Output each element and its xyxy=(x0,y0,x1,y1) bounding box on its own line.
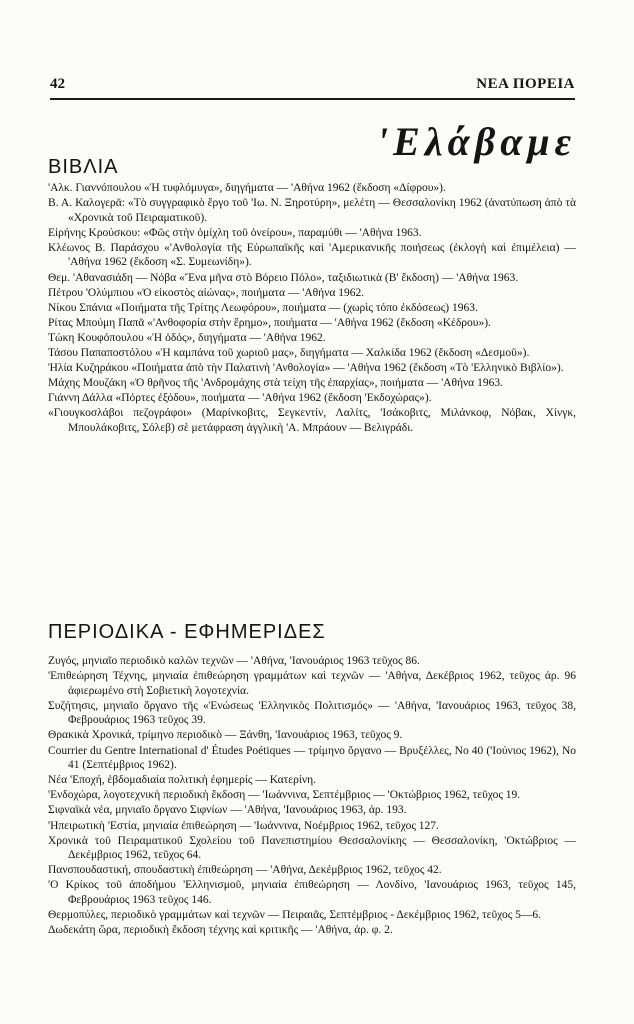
book-entry: «Γιουγκοσλάβοι πεζογράφοι» (Μαρίνκοβιτς, Σεγκεντίν, Λαλίτς, 'Ισάκοβιτς, Μιλάνκοφ, Νόβακ, Χίνγκ, Μπουλάκοβιτς, Σόλεβ) σὲ μετάφραση ἀγγλικὴ 'Α. Μπράουν — Βελιγράδι. xyxy=(48,407,576,434)
periodicals-heading: ΠΕΡΙΟΔΙΚΑ - ΕΦΗΜΕΡΙΔΕΣ xyxy=(48,621,326,643)
column-title: 'Ελάβαμε xyxy=(377,119,576,164)
page-number: 42 xyxy=(50,76,65,92)
books-heading: ΒΙΒΛΙΑ xyxy=(48,156,119,178)
periodical-entry: 'Ενδοχώρα, λογοτεχνικὴ περιοδικὴ ἔκδοση — 'Ιωάννινα, Σεπτέμβριος — 'Οκτώβριος 1962, τεῦχος 19. xyxy=(48,789,521,802)
book-entry: Πέτρου 'Ολύμπιου «Ὁ εἰκοστὸς αἰώνας», ποιήματα — 'Αθήνα 1962. xyxy=(48,286,365,299)
periodical-entry: Θερμοπύλες, περιοδικὸ γραμμάτων καὶ τεχνῶν — Πειραιᾶς, Σεπτέμβριος - Δεκέμβριος 1962, τεῦχος 5—6. xyxy=(48,909,542,922)
book-entry: Τάσου Παπαποστόλου «Ἡ καμπάνα τοῦ χωριοῦ μας», διηγήματα — Χαλκίδα 1962 (ἔκδοση «Δεσμοῦ»). xyxy=(48,347,530,360)
book-entry: Β. Α. Καλογερᾶ: «Τὸ συγγραφικὸ ἔργο τοῦ 'Ιω. Ν. Ξηροτύρη», μελέτη — Θεσσαλονίκη 1962 (ἀνατύπωση ἀπὸ τὰ «Χρονικὰ τοῦ Πειραματικοῦ). xyxy=(48,197,576,224)
periodical-entry: Θρακικὰ Χρονικά, τρίμηνο περιοδικὸ — Ξάνθη, 'Ιανουάριος 1963, τεῦχος 9. xyxy=(48,729,403,742)
periodical-entry: Ζυγός, μηνιαῖο περιοδικὸ καλῶν τεχνῶν — 'Αθήνα, 'Ιανουάριος 1963 τεῦχος 86. xyxy=(48,655,420,667)
periodical-entry: Χρονικὰ τοῦ Πειραματικοῦ Σχολείου τοῦ Πανεπιστημίου Θεσσαλονίκης — Θεσσαλονίκη, 'Οκτώβριος — Δεκέμβριος 1962, τεῦχος 64. xyxy=(48,834,576,862)
book-entry: Γιάννη Δάλλα «Πόρτες ἐξόδου», ποιήματα — 'Αθήνα 1962 (ἔκδοση 'Εκδοχώρας»). xyxy=(48,392,432,405)
periodical-entry: Courrier du Gentre International d' Études Poétiques — τρίμηνο ὄργανο — Βρυξέλλες, Νο 40 ('Ιούνιος 1962), Νο 41 (Σεπτέμβριος 1962). xyxy=(48,744,576,772)
journal-name: ΝΕΑ ΠΟΡΕΙΑ xyxy=(476,76,575,92)
book-entry: Νίκου Σπάνια «Ποιήματα τῆς Τρίτης Λεωφόρου», ποιήματα — (χωρὶς τόπο ἐκδόσεως) 1963. xyxy=(48,301,478,314)
book-entry: Μάχης Μουζάκη «Ὁ θρῆνος τῆς 'Ανδρομάχης στὰ τείχη τῆς ἐπαρχίας», ποιήματα — 'Αθήνα 1963. xyxy=(48,377,503,390)
periodical-entry: Δωδεκάτη ὥρα, περιοδικὴ ἔκδοση τέχνης καὶ κριτικῆς — 'Αθήνα, ἀρ. φ. 2. xyxy=(48,924,393,937)
periodical-entry: 'Επιθεώρηση Τέχνης, μηνιαία ἐπιθεώρηση γραμμάτων καὶ τεχνῶν — 'Αθήνα, Δεκέβριος 1962, τεῦχος ἀρ. 96 ἀφιερωμένο στὴ Σοβιετικὴ λογοτεχνία. xyxy=(48,670,576,697)
books-list xyxy=(48,181,576,436)
header-rule xyxy=(50,98,575,100)
periodical-entry: Πανσπουδαστική, σπουδαστικὴ ἐπιθεώρηση — 'Αθήνα, Δεκέμβριος 1962, τεῦχος 42. xyxy=(48,864,442,877)
book-entry: Κλέωνος Β. Παράσχου «'Ανθολογία τῆς Εὐρωπαϊκῆς καὶ 'Αμερικανικῆς ποιήσεως (ἐκλογὴ καὶ ἐπιμέλεια) — 'Αθήνα 1962 (ἔκδοση «Σ. Συμεωνίδη»). xyxy=(48,241,576,269)
periodical-entry: Νέα 'Εποχή, ἑβδομαδιαία πολιτικὴ ἐφημερίς — Κατερίνη. xyxy=(48,774,316,787)
book-entry: Ρίτας Μπούμη Παπᾶ «'Ανθοφορία στὴν ἔρημο», ποιήματα — 'Αθήνα 1962 (ἔκδοση «Κέδρου»). xyxy=(48,316,491,329)
periodical-entry: Σιφναϊκὰ νέα, μηνιαῖο ὄργανο Σιφνίων — 'Αθήνα, 'Ιανουάριος 1963, ἀρ. 193. xyxy=(48,804,407,817)
periodical-entry: 'Ο Κρίκος τοῦ ἀποδήμου 'Ελληνισμοῦ, μηνιαία ἐπιθεώρηση — Λονδίνο, 'Ιανουάριος 1963, τεῦχος 145, Φεβρουάριος 1963 τεῦχος 146. xyxy=(48,879,576,906)
book-entry: Τώκη Κουφόπουλου «Ἡ ὁδός», διηγήματα — 'Αθήνα 1962. xyxy=(48,331,326,344)
book-entry: Εἰρήνης Κρούσκου: «Φῶς στὴν ὁμίχλη τοῦ ὀνείρου», παραμύθι — 'Αθήνα 1963. xyxy=(48,226,422,239)
periodical-entry: Συζήτησις, μηνιαῖο ὄργανο τῆς «Ἑνώσεως 'Ελληνικὸς Πολιτισμός» — 'Αθήνα, 'Ιανουάριος 1963, τεῦχος 38, Φεβρουάριος 1963 τεῦχος 39. xyxy=(48,699,576,727)
book-entry: 'Αλκ. Γιαννόπουλου «Ἡ τυφλόμυγα», διηγήματα — 'Αθήνα 1962 (ἔκδοση «Δίφρου»). xyxy=(48,182,446,194)
book-entry: Θεμ. 'Αθανασιάδη — Νόβα «Ἕνα μῆνα στὸ Βόρειο Πόλο», ταξιδιωτικὰ (Β' ἔκδοση) — 'Αθήνα 1963. xyxy=(48,271,519,284)
page-header xyxy=(50,76,575,96)
book-entry: Ἠλία Κυζηράκου «Ποιήματα ἀπὸ τὴν Παλατινὴ 'Ανθολογία» — 'Αθήνα 1962 (ἔκδοση «Τὸ 'Ελληνικὸ Βιβλίο»). xyxy=(48,362,564,375)
periodical-entry: 'Ηπειρωτικὴ 'Εστία, μηνιαία ἐπιθεώρηση — 'Ιωάννινα, Νοέμβριος 1962, τεῦχος 127. xyxy=(48,819,439,832)
periodicals-list xyxy=(48,654,576,938)
